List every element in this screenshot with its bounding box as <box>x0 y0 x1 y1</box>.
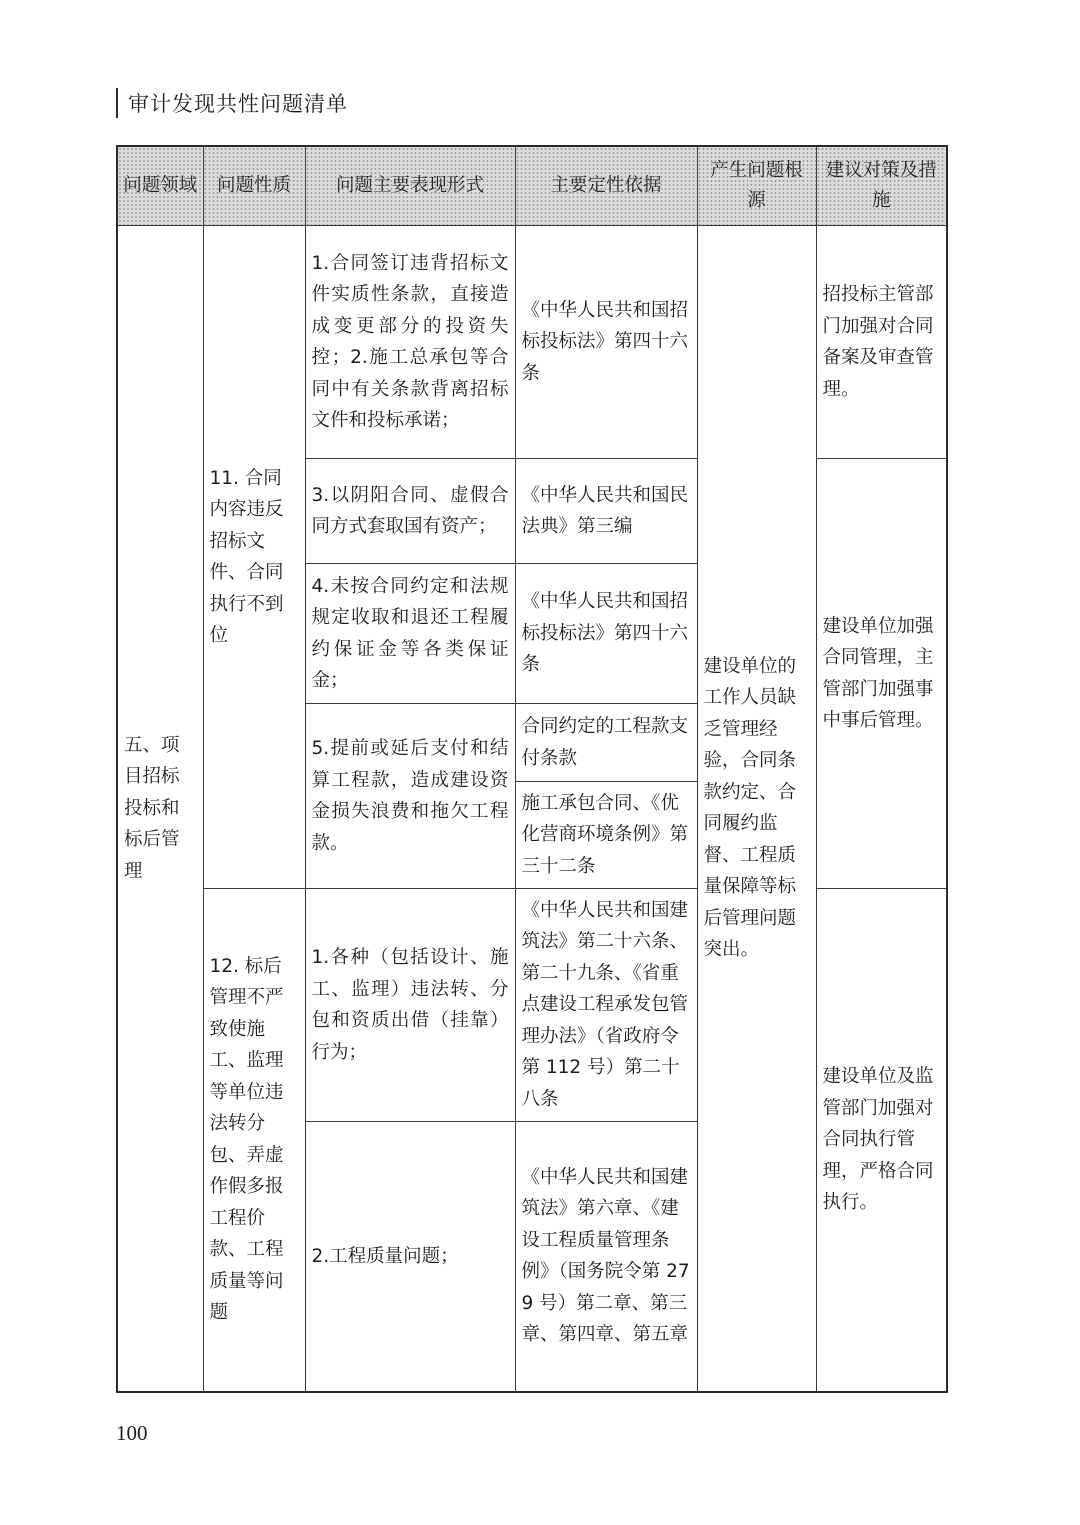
header-manifestation: 问题主要表现形式 <box>305 146 515 226</box>
issue-12-manifestation-2: 2.工程质量问题； <box>305 1122 515 1392</box>
audit-issue-table <box>116 145 948 1393</box>
issue-12-measures: 建设单位及监管部门加强对合同执行管理，严格合同执行。 <box>816 889 947 1392</box>
issue-11-basis-1: 《中华人民共和国招标投标法》第四十六条 <box>515 226 697 459</box>
header-measures: 建议对策及措施 <box>816 146 947 226</box>
table-header-row <box>117 146 947 226</box>
issue-11-manifestation-1: 1.合同签订违背招标文件实质性条款，直接造成变更部分的投资失控；2.施工总承包等合同中有关条款背离招标文件和投标承诺； <box>305 226 515 459</box>
issue-11-manifestation-5: 5.提前或延后支付和结算工程款，造成建设资金损失浪费和拖欠工程款。 <box>305 704 515 889</box>
issue-11-basis-5a: 合同约定的工程款支付条款 <box>515 704 697 782</box>
running-head-rule <box>116 88 118 118</box>
issue-11-measures-2: 建设单位加强合同管理，主管部门加强事中事后管理。 <box>816 459 947 889</box>
issue-11-manifestation-3: 3.以阴阳合同、虚假合同方式套取国有资产； <box>305 459 515 564</box>
issue-11-nature: 11. 合同内容违反招标文件、合同执行不到位 <box>203 226 305 889</box>
issue-12-nature: 12. 标后管理不严致使施工、监理等单位违法转分包、弄虚作假多报工程价款、工程质量等问题 <box>203 889 305 1392</box>
issue-11-basis-5b: 施工承包合同、《优化营商环境条例》第三十二条 <box>515 782 697 889</box>
header-nature: 问题性质 <box>203 146 305 226</box>
issue-11-measures-1: 招投标主管部门加强对合同备案及审查管理。 <box>816 226 947 459</box>
page-number: 100 <box>116 1421 148 1445</box>
table-row <box>117 226 947 459</box>
issue-12-basis-1: 《中华人民共和国建筑法》第二十六条、第二十九条、《省重点建设工程承发包管理办法》（省政府令第 112 号）第二十八条 <box>515 889 697 1122</box>
issue-12-manifestation-1: 1.各种（包括设计、施工、监理）违法转、分包和资质出借（挂靠）行为； <box>305 889 515 1122</box>
header-cause: 产生问题根源 <box>697 146 816 226</box>
header-basis: 主要定性依据 <box>515 146 697 226</box>
table-row <box>117 889 947 1122</box>
header-domain: 问题领域 <box>117 146 203 226</box>
domain-cell: 五、项目招标投标和标后管理 <box>117 226 203 1392</box>
issue-11-basis-4: 《中华人民共和国招标投标法》第四十六条 <box>515 564 697 704</box>
issue-12-basis-2: 《中华人民共和国建筑法》第六章、《建设工程质量管理条例》（国务院令第 279 号）第二章、第三章、第四章、第五章 <box>515 1122 697 1392</box>
issue-11-manifestation-4: 4.未按合同约定和法规规定收取和退还工程履约保证金等各类保证金； <box>305 564 515 704</box>
cause-cell: 建设单位的工作人员缺乏管理经验，合同条款约定、合同履约监督、工程质量保障等标后管理问题突出。 <box>697 226 816 1392</box>
running-head: 审计发现共性问题清单 <box>128 92 348 116</box>
issue-11-basis-3: 《中华人民共和国民法典》第三编 <box>515 459 697 564</box>
